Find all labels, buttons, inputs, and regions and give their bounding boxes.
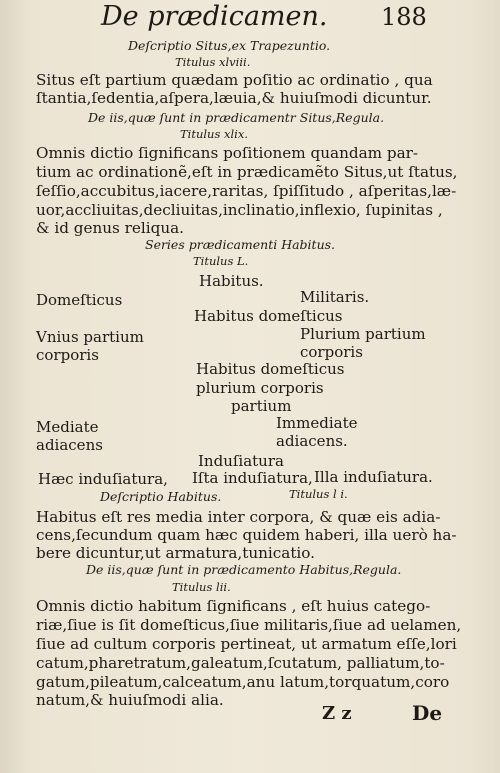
text-line: tium ac ordinationẽ,eſt in prædicamẽto Situs,ut ſtatus, — [36, 163, 458, 181]
tree-node: Plurium partium — [300, 325, 426, 343]
catchword: De — [412, 701, 443, 725]
titulus: Titulus xlviii. — [175, 55, 251, 69]
titulus: Titulus xlix. — [180, 127, 249, 141]
text-line: Omnis dictio ſignificans poſitionem quandam par- — [36, 144, 419, 162]
text-line: gatum,pileatum,calceatum,anu latum,torquatum,coro — [36, 673, 450, 691]
text-line: Situs eſt partium quædam poſitio ac ordinatio , qua — [36, 71, 433, 89]
tree-node: corporis — [300, 343, 363, 361]
text-line: natum,& huiuſmodi alia. — [36, 691, 224, 709]
tree-node: Habitus domeſticus — [196, 360, 345, 378]
text-line: & id genus reliqua. — [36, 219, 184, 237]
tree-node: Vnius partium — [36, 328, 144, 346]
running-title: De prædicamen. — [101, 1, 328, 32]
text-line: Omnis dictio habitum ſignificans , eſt huius catego- — [36, 597, 431, 615]
section-heading: De iis,quæ ſunt in prædicamento Habitus,Regula. — [86, 562, 402, 577]
tree-node: adiacens. — [276, 432, 348, 450]
folio-number: 188 — [381, 3, 427, 31]
tree-node: Immediate — [276, 414, 358, 432]
text-line: cens,ſecundum quam hæc quidem haberi, illa uerò ha- — [36, 526, 457, 544]
signature-mark: Z z — [322, 703, 352, 724]
tree-leaf: Iſta induſiatura, — [192, 469, 313, 487]
titulus: Titulus l i. — [289, 487, 348, 501]
text-line: riæ,ſiue is ſit domeſticus,ſiue militaris,ſiue ad uelamen, — [36, 616, 462, 634]
tree-leaf: Hæc induſiatura, — [38, 470, 168, 488]
section-heading: Deſcriptio Situs,ex Trapezuntio. — [128, 38, 331, 53]
titulus: Titulus L. — [193, 254, 249, 268]
tree-node: Mediate — [36, 418, 99, 436]
section-heading: Deſcriptio Habitus. — [100, 489, 222, 504]
text-line: ſiue ad cultum corporis pertineat, ut armatum eſſe,lori — [36, 635, 457, 653]
tree-node: Induſiatura — [198, 452, 284, 470]
titulus: Titulus lii. — [172, 580, 231, 594]
text-line: ſeſſio,accubitus,iacere,raritas, ſpiſſitudo , aſperitas,læ- — [36, 182, 457, 200]
text-line: uor,accliuitas,decliuitas,inclinatio,inflexio, ſupinitas , — [36, 201, 443, 219]
tree-leaf: Illa induſiatura. — [314, 468, 433, 486]
section-heading: De iis,quæ ſunt in prædicamentr Situs,Regula. — [88, 110, 385, 125]
text-line: catum,pharetratum,galeatum,ſcutatum, palliatum,to- — [36, 654, 445, 672]
text-line: ſtantia,ſedentia,aſpera,læuia,& huiuſmodi dicuntur. — [36, 89, 432, 107]
tree-node: Domeſticus — [36, 291, 123, 309]
tree-node: Habitus domeſticus — [194, 307, 343, 325]
tree-node: corporis — [36, 346, 99, 364]
tree-root: Habitus. — [199, 272, 264, 290]
text-line: bere dicuntur,ut armatura,tunicatio. — [36, 544, 315, 562]
tree-node: plurium corporis — [196, 379, 324, 397]
text-line: Habitus eſt res media inter corpora, & quæ eis adia- — [36, 508, 441, 526]
tree-node: adiacens — [36, 436, 103, 454]
tree-node: partium — [231, 397, 292, 415]
section-heading: Series prædicamenti Habitus. — [145, 237, 336, 252]
tree-node: Militaris. — [300, 288, 370, 306]
